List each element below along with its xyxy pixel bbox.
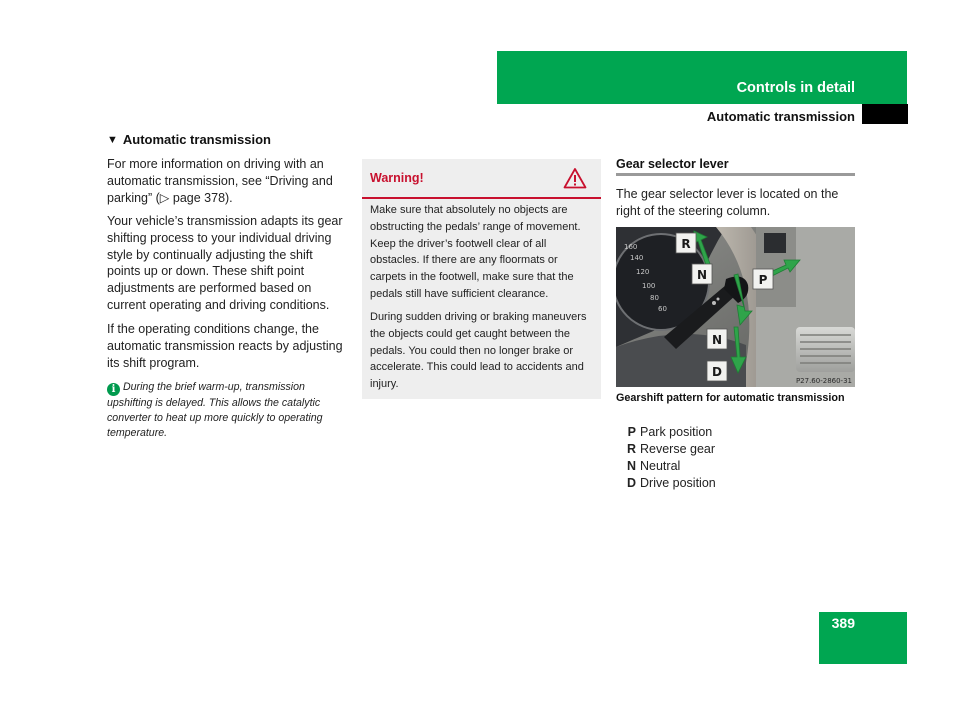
figure-label-p: P [758,273,768,287]
operating-conditions-paragraph: If the operating conditions change, the automatic transmission reacts by adjusting its shift program. [107,322,343,370]
gear-label: Drive position [640,476,716,490]
figure-label-d: D [712,365,722,379]
triangle-down-icon: ▼ [107,133,118,146]
warning-divider [362,197,601,199]
figure-label-n-upper: N [696,268,708,282]
gauge-label: 60 [658,305,667,313]
gauge-label: 100 [642,282,656,290]
warning-title: Warning! [370,171,424,185]
page-number: 389 [831,615,855,631]
chapter-title: Controls in detail [736,80,855,96]
gauge-label: 160 [624,243,638,251]
gear-label: Park position [640,425,713,439]
warning-paragraph-accident: During sudden driving or braking maneuvers the objects could get caught between the pedals. You could then no longer brake or accelerate. This could lead to accidents and injury. [370,311,587,391]
header-band [497,51,907,104]
gear-selector-heading: Gear selector lever [616,157,729,171]
list-item [616,441,716,458]
warning-paragraph-obstruction: Make sure that absolutely no objects are obstructing the pedals’ range of movement. Keep the driver’s footwell clear of all obstacles. If there are any floormats or carpets in the footwell, make sure that the pedals still have sufficient clearance. [370,204,581,300]
info-note [107,380,347,440]
gear-label: Neutral [640,459,681,473]
adaptation-paragraph: Your vehicle’s transmission adapts its gear shifting process to your individual driving style by continually adjusting the shift points up or down. These shift point adjustments are performed based on current operating and driving conditions. [107,214,343,312]
gear-selector-paragraph: The gear selector lever is located on the right of the steering column. [616,187,839,218]
gear-key: N [626,459,636,473]
gauge-label: 120 [636,268,650,276]
gear-selector-figure [616,227,855,387]
gear-key: R [626,442,636,456]
gear-key: D [626,476,636,490]
gauge-label: 140 [630,254,644,262]
info-note-text: During the brief warm-up, transmission upshifting is delayed. This allows the catalytic converter to heat up more quickly to operating temperature. [107,381,323,439]
list-item [616,424,716,441]
gear-key: P [627,425,636,439]
info-icon: i [107,383,120,396]
gear-position-list [616,424,716,492]
section-title: Automatic transmission [706,109,855,124]
section-heading-text: Automatic transmission [122,132,271,147]
figure-code: P27.60-2860-31 [795,377,852,385]
gear-label: Reverse gear [640,442,716,456]
figure-label-n-lower: N [711,333,723,347]
list-item [616,458,716,475]
gauge-label: 80 [650,294,659,302]
figure-caption: Gearshift pattern for automatic transmission [616,392,845,404]
section-heading [107,132,271,147]
intro-paragraph: For more information on driving with an automatic transmission, see “Driving and parking” (▷ page 378). [107,157,333,205]
figure-label-r: R [681,237,691,251]
header-tab-marker [862,104,908,124]
list-item [616,475,716,492]
heading-rule [616,173,855,176]
warning-triangle-icon [563,167,587,194]
